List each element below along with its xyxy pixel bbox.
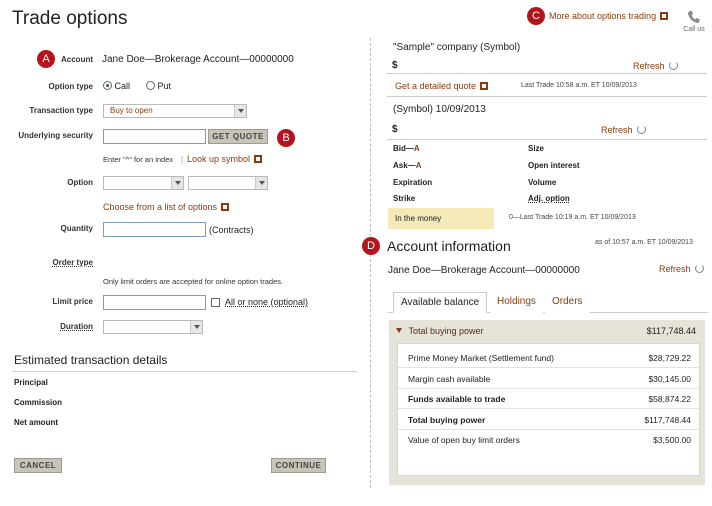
account-info-timestamp: as of 10:57 a.m. ET 10/09/2013	[595, 239, 693, 246]
account-info-heading: Account information	[387, 238, 511, 254]
call-us-button[interactable]	[681, 10, 707, 33]
estimated-divider	[12, 371, 357, 372]
balance-row-label: Prime Money Market (Settlement fund)	[408, 353, 554, 363]
external-link-icon	[254, 155, 262, 163]
refresh-icon	[669, 61, 678, 70]
external-link-icon	[480, 82, 488, 90]
ask-text: Ask—	[393, 161, 416, 170]
put-radio-dot	[146, 81, 155, 90]
column-divider	[370, 38, 371, 488]
balance-row	[398, 389, 699, 409]
total-buying-power-toggle[interactable]	[396, 326, 484, 336]
call-radio[interactable]	[103, 81, 130, 91]
balance-row-label: Margin cash available	[408, 373, 491, 384]
quote2-last-trade	[509, 214, 636, 221]
balance-row	[398, 410, 699, 430]
duration-select[interactable]	[103, 320, 203, 334]
quote2-refresh-label: Refresh	[601, 125, 633, 135]
external-link-icon	[660, 12, 668, 20]
balance-list	[397, 343, 700, 476]
total-buying-power-header-value: $117,748.44	[646, 326, 696, 336]
choose-options-link[interactable]	[103, 202, 229, 212]
external-link-icon	[221, 203, 229, 211]
quote1-divider	[387, 73, 707, 74]
option-symbol: (Symbol) 10/09/2013	[393, 104, 486, 115]
balance-row-value: $58,874.22	[648, 394, 691, 404]
balance-row-value: $28,729.22	[648, 353, 691, 363]
chevron-down-icon	[190, 321, 202, 333]
refresh-icon	[695, 264, 704, 273]
open-interest-label: Open interest	[528, 161, 580, 170]
adj-option-label: Adj. option	[528, 194, 570, 203]
more-options-link[interactable]	[549, 11, 668, 21]
size-label: Size	[528, 144, 545, 153]
quote1-last-trade: Last Trade 10:58 a.m. ET 10/09/2013	[521, 82, 637, 89]
principal-label: Principal	[14, 378, 48, 387]
quote2-last-trade-text: Last Trade 10:19 a.m. ET 10/09/2013	[519, 214, 636, 221]
transaction-type-value: Buy to open	[110, 106, 153, 115]
all-or-none-label: All or none (optional)	[225, 297, 309, 307]
underlying-security-input[interactable]	[103, 129, 206, 144]
lookup-symbol-link[interactable]	[187, 154, 262, 164]
total-buying-power-header: Total buying power	[408, 326, 484, 336]
lookup-symbol-label: Look up symbol	[187, 154, 251, 164]
ask-label	[393, 161, 421, 170]
get-quote-button[interactable]: GET QUOTE	[208, 129, 268, 144]
order-type-label: Order type	[52, 258, 93, 267]
net-amount-label: Net amount	[14, 418, 58, 427]
tab-holdings[interactable]: Holdings	[490, 292, 543, 313]
account-label: Account	[61, 55, 93, 64]
callout-c: C	[527, 7, 545, 25]
callout-d: D	[362, 237, 380, 255]
page-title: Trade options	[12, 8, 128, 29]
option-label: Option	[67, 178, 93, 187]
quote2-refresh-button[interactable]	[601, 125, 646, 135]
in-the-money-label: In the money	[395, 214, 442, 223]
bid-value: A	[413, 144, 420, 153]
option-month-select[interactable]	[103, 176, 184, 190]
caret-down-icon	[396, 328, 402, 333]
all-or-none-checkbox[interactable]	[211, 298, 220, 307]
in-the-money-value: 0—	[509, 214, 520, 221]
limit-price-input[interactable]	[103, 295, 206, 310]
account-refresh-label: Refresh	[659, 264, 691, 274]
quote1-refresh-button[interactable]	[633, 61, 678, 71]
company-price: $	[392, 60, 398, 71]
quote2-divider	[387, 139, 707, 140]
option-strike-select[interactable]	[188, 176, 268, 190]
volume-label: Volume	[528, 178, 557, 187]
transaction-type-label: Transaction type	[29, 106, 93, 115]
put-radio[interactable]	[146, 81, 171, 91]
contracts-label: (Contracts)	[209, 225, 254, 235]
callout-a: A	[37, 50, 55, 68]
detailed-quote-link[interactable]	[395, 81, 488, 91]
callout-b: B	[277, 129, 295, 147]
expiration-label: Expiration	[393, 178, 433, 187]
put-radio-label: Put	[157, 81, 172, 91]
call-radio-dot	[103, 81, 112, 90]
strike-label: Strike	[393, 194, 416, 203]
account-info-account: Jane Doe—Brokerage Account—00000000	[388, 265, 580, 276]
company-name: "Sample" company (Symbol)	[393, 42, 521, 53]
limit-price-label: Limit price	[52, 297, 93, 306]
quantity-input[interactable]	[103, 222, 206, 237]
more-options-link-label: More about options trading	[549, 11, 657, 21]
chevron-down-icon	[171, 177, 183, 189]
balance-row-label: Total buying power	[408, 414, 486, 425]
balance-row-value: $117,748.44	[644, 414, 691, 425]
balance-row	[398, 430, 699, 450]
tab-orders[interactable]: Orders	[545, 292, 590, 313]
balance-row	[398, 369, 699, 389]
bid-text: Bid—	[393, 144, 414, 153]
tab-available-balance[interactable]: Available balance	[393, 292, 487, 313]
ask-value: A	[415, 161, 422, 170]
hint-separator: |	[181, 155, 184, 164]
call-us-label: Call us	[683, 26, 705, 33]
phone-icon	[687, 10, 701, 24]
account-refresh-button[interactable]	[659, 264, 704, 274]
balance-row-value: $30,145.00	[648, 373, 691, 384]
underlying-security-label: Underlying security	[18, 131, 93, 140]
chevron-down-icon	[234, 105, 246, 117]
detailed-quote-label: Get a detailed quote	[395, 81, 477, 91]
commission-label: Commission	[14, 398, 63, 407]
option-price: $	[392, 124, 398, 135]
call-radio-label: Call	[114, 81, 131, 91]
quantity-label: Quantity	[60, 224, 93, 233]
index-hint: Enter "^" for an index	[103, 155, 174, 164]
order-type-note: Only limit orders are accepted for online option trades.	[103, 277, 284, 286]
quote1-bottom-divider	[387, 96, 707, 97]
refresh-icon	[637, 125, 646, 134]
transaction-type-select[interactable]	[103, 104, 247, 118]
continue-button[interactable]: CONTINUE	[271, 458, 326, 473]
balance-row-label: Funds available to trade	[408, 394, 506, 404]
account-value: Jane Doe—Brokerage Account—00000000	[102, 54, 294, 65]
duration-label: Duration	[60, 322, 93, 331]
choose-options-label: Choose from a list of options	[103, 202, 218, 212]
cancel-button[interactable]: CANCEL	[14, 458, 62, 473]
balance-row	[398, 348, 699, 368]
quote1-refresh-label: Refresh	[633, 61, 665, 71]
balance-row-value: $3,500.00	[653, 435, 691, 445]
chevron-down-icon	[255, 177, 267, 189]
bid-label	[393, 144, 420, 153]
estimated-heading: Estimated transaction details	[14, 353, 168, 367]
balance-row-label: Value of open buy limit orders	[408, 435, 520, 445]
option-type-label: Option type	[48, 82, 93, 91]
